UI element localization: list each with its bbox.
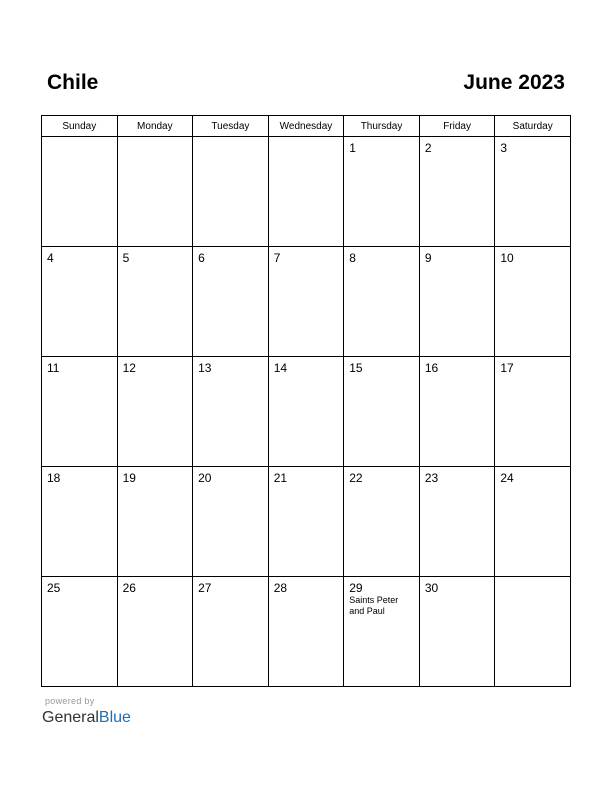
day-number [42,137,117,141]
calendar-day-cell [268,467,344,577]
holiday-label: Saints Peter and Paul [349,595,399,616]
day-number: 26 [122,581,136,595]
calendar-day-cell [193,467,269,577]
weekday-header-saturday: Saturday [495,116,571,137]
calendar-week-row [42,577,571,687]
day-number: 8 [349,251,356,265]
day-number [193,137,268,141]
weekday-header-tuesday: Tuesday [193,116,269,137]
day-number [269,137,344,141]
weekday-header-wednesday: Wednesday [268,116,344,137]
powered-by-text: powered by [45,696,95,706]
day-number: 19 [122,471,136,485]
day-number: 27 [198,581,212,595]
calendar-day-cell [193,357,269,467]
calendar-day-cell [117,577,193,687]
calendar-day-cell [193,247,269,357]
calendar-day-cell [117,247,193,357]
weekday-header-friday: Friday [419,116,495,137]
day-number: 6 [198,251,205,265]
day-number: 11 [47,361,60,375]
calendar-week-row [42,467,571,577]
weekday-header-sunday: Sunday [42,116,118,137]
calendar-day-cell [495,137,571,247]
day-number: 21 [273,471,288,485]
day-number: 28 [273,581,288,595]
weekday-header-monday: Monday [117,116,193,137]
day-number [118,137,193,141]
day-number: 23 [424,471,439,485]
generalblue-logo [42,708,131,728]
day-number: 4 [47,251,54,265]
calendar-day-cell [495,467,571,577]
calendar-day-cell [419,467,495,577]
calendar-day-cell [117,467,193,577]
day-number: 20 [198,471,212,485]
calendar-day-cell [419,357,495,467]
calendar-day-cell [495,247,571,357]
calendar-week-row [42,357,571,467]
calendar-week-row [42,137,571,247]
day-number: 10 [500,251,514,265]
brand-text-blue: Blue [98,709,131,726]
day-number: 17 [500,361,514,375]
day-number: 3 [500,141,508,155]
calendar-grid [41,115,571,687]
day-number: 29 [349,581,363,595]
calendar-day-cell [42,467,118,577]
day-number: 30 [424,581,439,595]
month-year-title: June 2023 [463,71,565,94]
calendar-day-cell [344,137,420,247]
calendar-day-cell [344,577,420,687]
calendar-day-cell [42,137,118,247]
day-number: 14 [273,361,288,375]
calendar-day-cell [193,137,269,247]
country-title: Chile [47,71,99,94]
calendar-day-cell [117,357,193,467]
day-number: 24 [500,471,514,485]
calendar-day-cell [495,357,571,467]
calendar-day-cell [495,577,571,687]
calendar-day-cell [42,247,118,357]
calendar-day-cell [268,247,344,357]
day-number: 12 [122,361,136,375]
calendar-week-row [42,247,571,357]
weekday-header-thursday: Thursday [344,116,420,137]
day-number: 9 [424,251,432,265]
day-number: 5 [122,251,130,265]
calendar-day-cell [419,137,495,247]
calendar-day-cell [268,577,344,687]
day-number: 13 [198,361,212,375]
calendar-day-cell [344,467,420,577]
day-number: 15 [349,361,363,375]
calendar-day-cell [344,247,420,357]
calendar-day-cell [193,577,269,687]
calendar-day-cell [268,357,344,467]
brand-text-general: General [42,709,99,726]
day-number: 16 [424,361,439,375]
weekday-header-row [42,116,571,137]
calendar-day-cell [419,577,495,687]
day-number: 22 [349,471,363,485]
calendar-day-cell [42,577,118,687]
day-number: 2 [424,141,432,155]
day-number: 7 [273,251,281,265]
calendar-day-cell [419,247,495,357]
footer-branding [42,696,131,728]
day-number: 18 [47,471,61,485]
calendar-day-cell [42,357,118,467]
calendar-day-cell [344,357,420,467]
day-number: 1 [349,141,356,155]
day-number: 25 [47,581,61,595]
calendar-day-cell [117,137,193,247]
calendar-day-cell [268,137,344,247]
day-number [495,577,570,581]
